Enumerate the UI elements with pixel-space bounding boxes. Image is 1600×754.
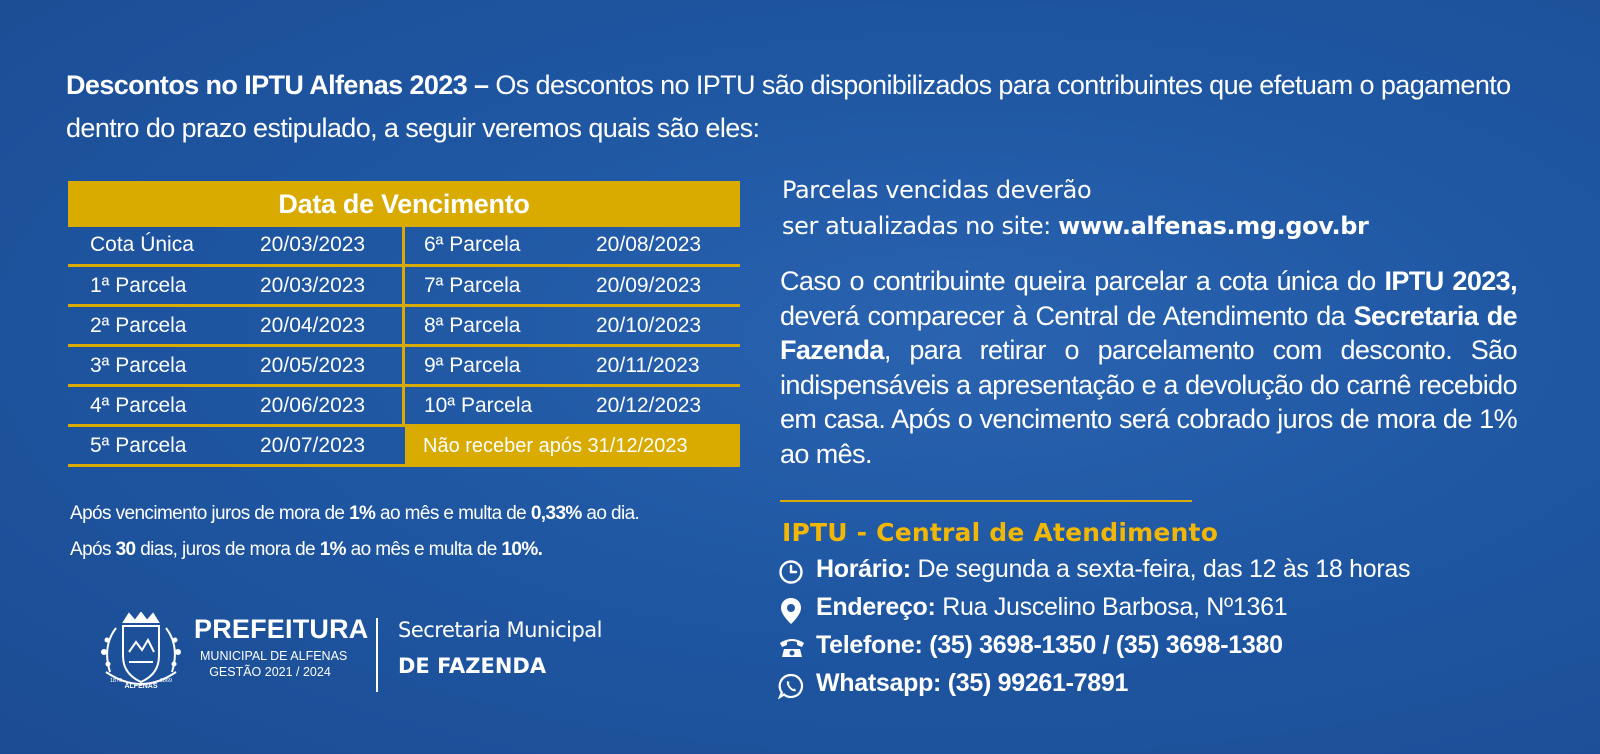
interest-notes: [70, 496, 639, 568]
due-date-table: [68, 181, 740, 467]
row-label: 7ª Parcela: [424, 274, 521, 297]
note-text: Após: [70, 539, 116, 560]
table-row: [68, 427, 740, 467]
intro-text: Os descontos no IPTU são disponibilizados para contribuintes que efetuam o pagamento dentro do prazo estipulado, a seguir veremos quais são eles:: [66, 70, 1511, 143]
row-label: 9ª Parcela: [424, 354, 521, 377]
row-date: 20/04/2023: [260, 314, 366, 337]
note-text: dias, juros de mora de: [135, 539, 320, 560]
whatsapp-value[interactable]: Whatsapp: (35) 99261-7891: [816, 669, 1129, 697]
column-divider: [402, 267, 405, 307]
row-label: 8ª Parcela: [424, 314, 521, 337]
intro-heading: Descontos no IPTU Alfenas 2023 –: [66, 70, 489, 100]
telefone-text: [816, 631, 1283, 660]
deadline-note: Não receber após 31/12/2023: [405, 427, 740, 467]
secretaria-label: Secretaria Municipal: [398, 618, 602, 642]
note-line-2: [70, 532, 639, 568]
row-date: 20/09/2023: [596, 274, 702, 297]
logo-divider: [376, 618, 378, 692]
note-bold: 30: [115, 539, 136, 560]
row-label: 2ª Parcela: [90, 314, 187, 337]
location-pin-icon: [778, 597, 804, 625]
endereco-text: [816, 593, 1287, 622]
fazenda-label: DE FAZENDA: [398, 654, 547, 678]
note-bold: 1%: [349, 503, 376, 524]
installment-paragraph: [780, 264, 1517, 471]
caso-text: , para retirar o parcelamento com desconto. São indispensáveis a apresentação e a devolução do carnê recebido em casa. Após o vencimento será cobrado juros de mora de 1% ao mês.: [780, 335, 1517, 469]
row-date: 20/12/2023: [596, 394, 702, 417]
prefeitura-sub-line: GESTÃO 2021 / 2024: [209, 665, 331, 679]
crest-year-right: 1869: [159, 678, 173, 684]
note-text: ao dia.: [581, 503, 640, 524]
caso-text: deverá comparecer à Central de Atendimento da: [780, 300, 1354, 331]
column-divider: [402, 227, 405, 267]
row-label: 6ª Parcela: [424, 233, 521, 256]
caso-bold: Secretaria de Fazenda: [780, 300, 1518, 365]
table-row: [68, 347, 740, 387]
row-date: 20/06/2023: [260, 394, 366, 417]
whatsapp-icon: [778, 673, 804, 699]
row-date: 20/03/2023: [260, 274, 366, 297]
table-header: Data de Vencimento: [68, 181, 740, 227]
whatsapp-text: [816, 669, 1128, 698]
crest-year-left: 1870: [109, 678, 123, 684]
city-crest-icon: [96, 612, 186, 700]
clock-icon: [778, 559, 804, 585]
row-date: 20/08/2023: [596, 233, 702, 256]
prefeitura-title: PREFEITURA: [194, 614, 369, 644]
row-label: 1ª Parcela: [90, 274, 187, 297]
endereco-label: Endereço:: [816, 593, 936, 621]
table-row: [68, 307, 740, 347]
section-divider: [780, 500, 1192, 502]
endereco-value: Rua Juscelino Barbosa, Nº1361: [935, 593, 1288, 621]
overdue-text: ser atualizadas no site:: [782, 212, 1059, 240]
table-row: [68, 267, 740, 307]
note-bold: 10%.: [501, 539, 543, 560]
row-label: 10ª Parcela: [424, 394, 533, 417]
row-date: 20/07/2023: [260, 434, 366, 457]
column-divider: [402, 387, 405, 427]
row-label: 3ª Parcela: [90, 354, 187, 377]
note-text: ao mês e multa de: [345, 539, 502, 560]
column-divider: [402, 307, 405, 347]
row-date: 20/10/2023: [596, 314, 702, 337]
row-date: 20/11/2023: [596, 354, 700, 377]
row-label: 4ª Parcela: [90, 394, 187, 417]
caso-text: Caso o contribuinte queira parcelar a cota única do: [780, 266, 1385, 296]
note-line-1: [70, 496, 639, 532]
column-divider: [402, 347, 405, 387]
note-text: Após vencimento juros de mora de: [70, 503, 350, 524]
note-text: ao mês e multa de: [375, 503, 531, 524]
horario-value: De segunda a sexta-feira, das 12 às 18 horas: [910, 555, 1411, 583]
crest-text: ALFENAS: [124, 683, 158, 690]
prefeitura-sub-line: MUNICIPAL DE ALFENAS: [200, 649, 348, 663]
intro-paragraph: [66, 64, 1546, 150]
website-link[interactable]: www.alfenas.mg.gov.br: [1058, 212, 1369, 240]
phone-icon: [778, 635, 806, 659]
prefeitura-subtitle: [200, 648, 348, 680]
caso-bold: IPTU 2023,: [1384, 266, 1517, 296]
horario-label: Horário:: [816, 555, 911, 583]
table-row: [68, 387, 740, 427]
row-label: 5ª Parcela: [90, 434, 187, 457]
central-title: IPTU - Central de Atendimento: [782, 518, 1219, 547]
note-bold: 1%: [319, 539, 346, 560]
overdue-line: [782, 208, 1368, 244]
row-date: 20/05/2023: [260, 354, 366, 377]
row-divider: [68, 464, 740, 467]
note-bold: 0,33%: [530, 503, 582, 524]
table-row: [68, 227, 740, 267]
overdue-notice: [782, 172, 1368, 244]
overdue-line: Parcelas vencidas deverão: [782, 176, 1092, 204]
row-label: Cota Única: [90, 233, 194, 256]
horario-text: [816, 555, 1410, 584]
row-date: 20/03/2023: [260, 233, 366, 256]
telefone-value: Telefone: (35) 3698-1350 / (35) 3698-1380: [816, 631, 1283, 659]
